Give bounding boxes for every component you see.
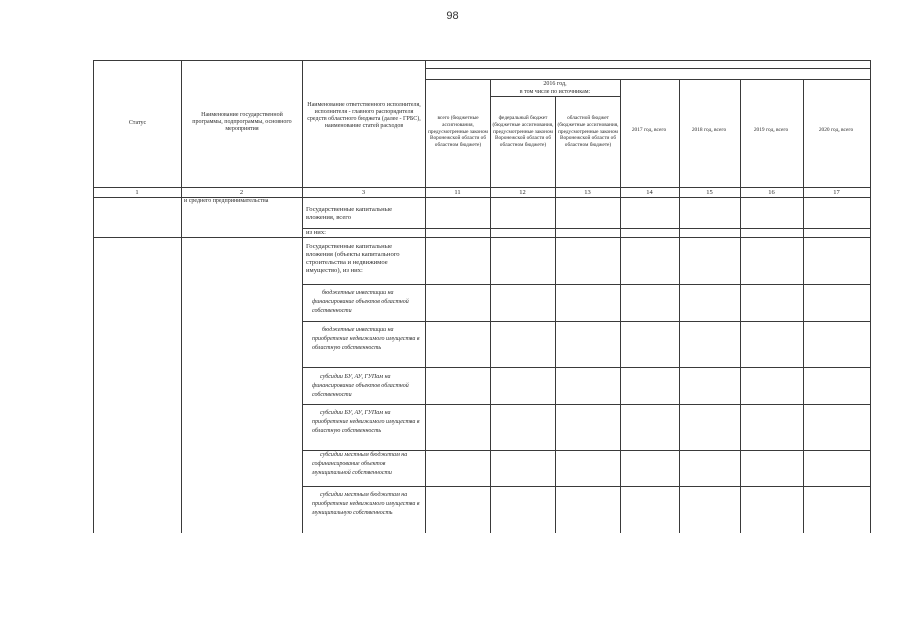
column-number: 16 — [768, 189, 775, 196]
header-regional: областной бюджет (бюджетные ассигнования, предусмотренные законом Воронежской области об областном бюджете) — [557, 115, 619, 149]
header-status: Статус — [128, 120, 147, 126]
rule — [803, 79, 804, 533]
program-name-continued: и среднего предпринимательства — [184, 198, 269, 204]
rule — [425, 60, 426, 533]
rule — [302, 404, 871, 405]
column-number: 2 — [239, 189, 244, 196]
rule — [93, 60, 871, 61]
rule — [620, 79, 621, 533]
budget-item: бюджетные инвестиции на финансирование объектов областной собственности — [312, 290, 409, 314]
budget-item: бюджетные инвестиции на приобретение недвижимого имущества в областную собственность — [312, 327, 420, 351]
column-number: 15 — [706, 189, 713, 196]
rule — [679, 79, 680, 533]
rule — [302, 60, 303, 533]
rule — [870, 60, 871, 533]
rule — [93, 187, 871, 188]
rule — [181, 60, 182, 533]
header-total-2016: всего (бюджетные ассигнования, предусмотренные законом Воронежской области об областном бюджете) — [428, 115, 488, 149]
rule — [740, 79, 741, 533]
column-number: 11 — [454, 189, 461, 196]
header-executor: Наименование ответственного исполнителя, исполнителя - главного распорядителя средств областного бюджета (далее - ГРБС), наименование статей расходов — [307, 102, 421, 129]
header-2019: 2019 год, всего — [753, 127, 789, 133]
rule — [425, 68, 871, 69]
column-number: 3 — [361, 189, 366, 196]
rule — [302, 284, 871, 285]
header-federal: федеральный бюджет (бюджетные ассигнования, предусмотренные законом Воронежской области об областном бюджете) — [492, 115, 554, 149]
header-2017: 2017 год, всего — [631, 127, 667, 133]
of-which-label: из них: — [306, 229, 326, 236]
header-year-2016: 2016 год, — [543, 81, 567, 87]
rule — [555, 96, 556, 533]
rule — [490, 79, 491, 533]
budget-item: субсидии местным бюджетам на приобретение недвижимого имущества в муниципальную собственность — [312, 492, 420, 516]
column-number: 14 — [646, 189, 653, 196]
budget-item: субсидии БУ, АУ, ГУПам на приобретение недвижимого имущества в областную собственность — [312, 410, 420, 434]
rule — [93, 237, 871, 238]
rule — [302, 367, 871, 368]
rule — [302, 486, 871, 487]
budget-item: субсидии местным бюджетам на софинансирование объектов муниципальной собственности — [312, 452, 408, 476]
header-by-sources: в том числе по источникам: — [519, 89, 591, 95]
column-number: 12 — [519, 189, 526, 196]
header-program-name: Наименование государственной программы, подпрограммы, основного мероприятия — [192, 112, 292, 132]
page-number: 98 — [446, 10, 459, 22]
capital-investments-total: Государственные капитальные вложения, всего — [306, 206, 392, 221]
rule — [93, 60, 94, 533]
rule — [425, 79, 871, 80]
column-number: 1 — [135, 189, 139, 196]
column-number: 13 — [584, 189, 591, 196]
header-2020: 2020 год, всего — [818, 127, 854, 133]
rule — [302, 321, 871, 322]
budget-item: субсидии БУ, АУ, ГУПам на финансирование объектов областной собственности — [312, 374, 409, 398]
column-number: 17 — [833, 189, 840, 196]
capital-investments-objects: Государственные капитальные вложения (объекты капитального строительства и недвижимое имущество), из них: — [306, 243, 400, 274]
header-2018: 2018 год, всего — [691, 127, 727, 133]
